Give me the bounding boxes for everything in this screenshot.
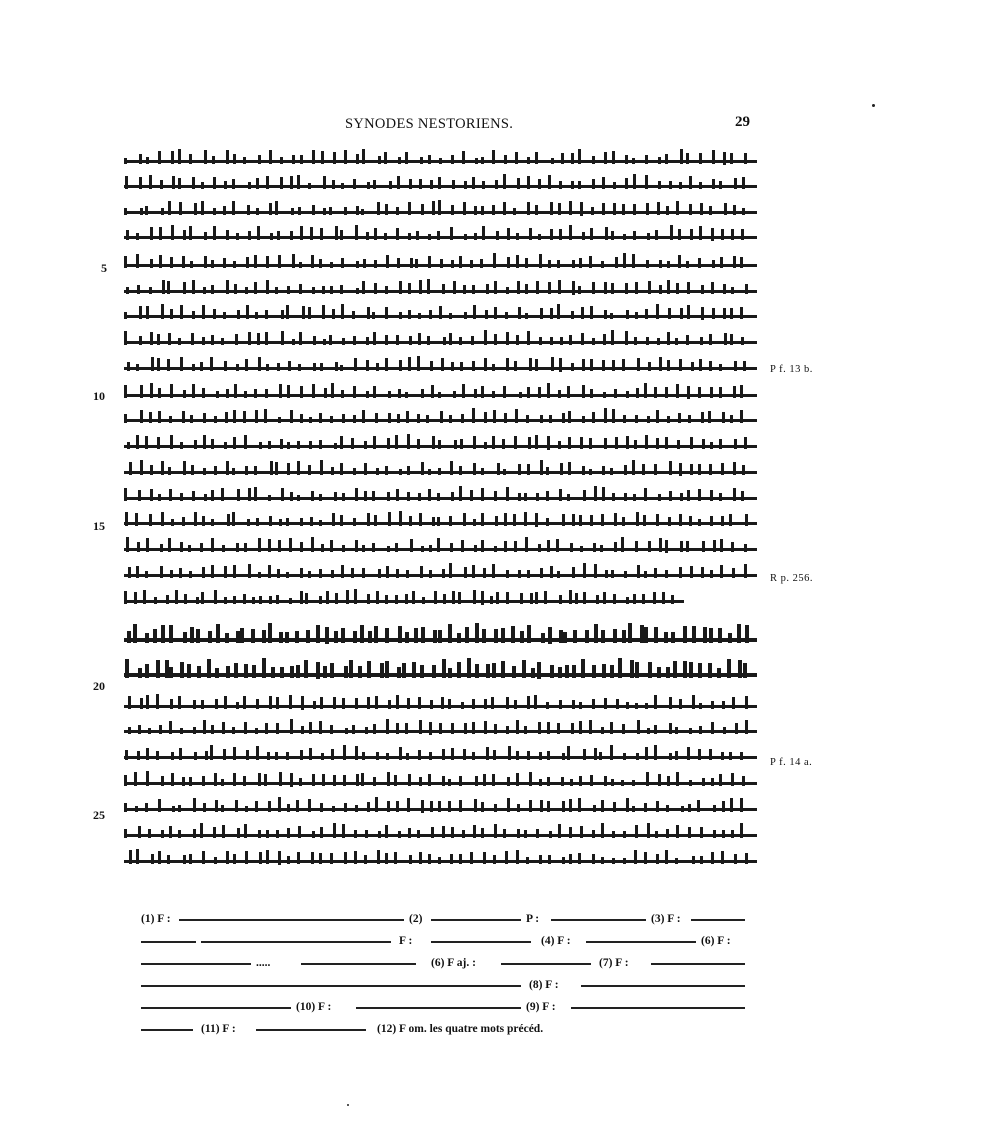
syriac-text-line [124,463,757,483]
syriac-text-line [124,514,757,534]
footnote-8-label: (8) F : [529,979,559,991]
syriac-text-line [124,566,757,586]
margin-note-p-f-13b: P f. 13 b. [770,364,813,375]
footnote-line-5 [141,1001,745,1015]
margin-note-r-p-256: R p. 256. [770,573,814,584]
footnote-6-label: (6) F aj. : [431,957,476,969]
line-number-20: 20 [93,679,105,693]
footnote-9-label: (9) F : [526,1001,556,1013]
line-number-5: 5 [101,261,107,275]
footnote-4-label: (4) F : [541,935,571,947]
syriac-text-line [124,307,757,327]
syriac-text-line [124,386,757,406]
syriac-text-line [124,203,757,223]
footnote-f-label: F : [399,935,413,947]
syriac-text-line [124,628,757,654]
footnote-line-1 [141,913,745,927]
line-number-25: 25 [93,808,105,822]
margin-note-p-f-14a: P f. 14 a. [770,757,813,768]
syriac-text-line [124,697,757,717]
syriac-text-line [124,228,757,248]
running-title: SYNODES NESTORIENS. [345,116,514,132]
syriac-text-line [124,152,757,172]
footnote-3-label: (3) F : [651,913,681,925]
line-number-15: 15 [93,519,105,533]
syriac-text-line [124,852,757,872]
syriac-text-line [124,722,757,742]
syriac-text-line [124,826,757,846]
syriac-text-line [124,359,757,379]
footnote-2-label: (2) [409,913,423,925]
line-number-10: 10 [93,389,105,403]
footnote-11-label: (11) F : [201,1023,236,1035]
syriac-text-line [124,282,757,302]
footnote-dots: ..... [256,957,271,969]
footnote-line-3 [141,957,745,971]
speck-mark [347,1104,349,1106]
syriac-text-line [124,437,757,457]
footnote-1-label: (1) F : [141,913,171,925]
page-number: 29 [735,114,750,130]
footnote-10-label: (10) F : [296,1001,332,1013]
syriac-text-line [124,177,757,197]
syriac-text-line [124,592,684,612]
syriac-text-line [124,748,757,768]
footnote-12-text: (12) F om. les quatre mots précéd. [377,1023,544,1035]
syriac-text-line [124,540,757,560]
footnote-line-6 [141,1023,745,1037]
syriac-text-line [124,411,757,431]
footnote-7-label: (7) F : [599,957,629,969]
syriac-text-line [124,256,757,276]
footnote-line-4 [141,979,745,993]
syriac-text-line [124,333,757,353]
syriac-text-line [124,774,757,794]
syriac-text-line [124,663,757,689]
footnote-p-label: P : [526,913,540,925]
speck-mark [872,104,875,107]
syriac-text-line [124,489,757,509]
footnote-line-2 [141,935,745,949]
syriac-text-line [124,800,757,820]
footnote-5-label: (6) F : [701,935,731,947]
